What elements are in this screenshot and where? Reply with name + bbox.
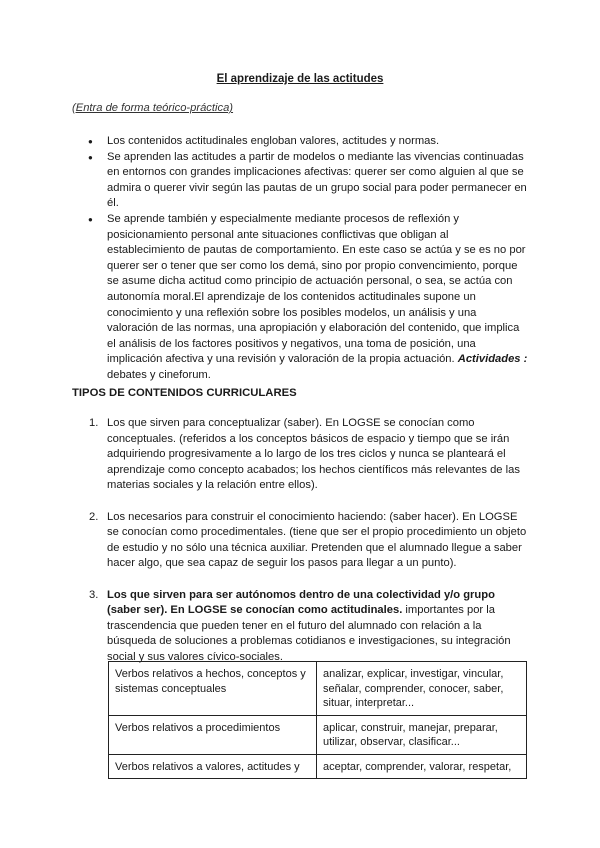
page-title: El aprendizaje de las actitudes bbox=[216, 73, 384, 85]
bullet-text: Se aprende también y especialmente mediante procesos de reflexión y posicionamiento personal ante situaciones conflictivas que obligan al establecimiento de pautas de comportamiento. En este caso se actúa y se es no por querer ser o tener que ser como los demá, sino por propio convencimiento, porque se asume dicha actitud como principio de actuación personal, o sea, se actúa con autonomía moral.El aprendizaje de los contenidos actitudinales supone un conocimiento y una reflexión sobre los posibles modelos, un análisis y una valoración de las normas, una apropiación y elaboración del contenido, que implica el análisis de los factores positivos y negativos, una toma de posición, una implicación afectiva y una revisión y valoración de la propia actuación. bbox=[107, 212, 526, 366]
item-bold-text: Los que sirven para ser autónomos dentro de una colectividad y/o grupo (saber ser). En LOGSE se conocían como actitudinales. bbox=[107, 588, 495, 617]
table-row bbox=[109, 754, 527, 779]
numbered-item bbox=[72, 510, 528, 572]
table-cell: Verbos relativos a valores, actitudes y bbox=[109, 754, 317, 779]
bullet-text: Se aprenden las actitudes a partir de modelos o mediante las vivencias continuadas en entornos con grandes implicaciones afectivas: querer ser como alguien al que se admira o querer vivir según las pautas de un grupo social para poder permanecer en él. bbox=[107, 150, 527, 210]
item-text: Los necesarios para construir el conocimiento haciendo: (saber hacer). En LOGSE se conocían como procedimentales. (tiene que ser el propio procedimiento un objeto de estudio y no sólo una técnica auxiliar. Pretenden que el alumnado llegue a saber hacer algo, que sea capaz de seguir los pasos para llegar a un punto). bbox=[107, 510, 527, 570]
numbered-item bbox=[72, 588, 528, 666]
table-cell: analizar, explicar, investigar, vincular, señalar, comprender, conocer, saber, situar, interpretar... bbox=[317, 662, 527, 716]
table-cell: aplicar, construir, manejar, preparar, utilizar, observar, clasificar... bbox=[317, 715, 527, 754]
activities-label: Actividades : bbox=[457, 353, 528, 366]
bullet-item bbox=[72, 212, 528, 384]
numbered-item bbox=[72, 416, 528, 494]
numbered-list bbox=[72, 416, 528, 681]
bullet-tail: debates y cineforum. bbox=[107, 368, 211, 381]
table-cell: Verbos relativos a hechos, conceptos y sistemas conceptuales bbox=[109, 662, 317, 716]
bullet-item bbox=[72, 150, 528, 212]
section-heading: TIPOS DE CONTENIDOS CURRICULARES bbox=[72, 387, 297, 399]
verbs-table bbox=[108, 661, 527, 779]
bullet-text: Los contenidos actitudinales engloban valores, actitudes y normas. bbox=[107, 135, 440, 147]
item-text: importantes por la trascendencia que pueden tener en el futuro del alumnado con relación a la búsqueda de soluciones a problemas cotidianos e investigaciones, su integración social y sus valores cívico-sociales. bbox=[107, 604, 511, 663]
item-text: Los que sirven para conceptualizar (saber). En LOGSE se conocían como conceptuales. (referidos a los conceptos básicos de espacio y tiempo que se irán adquiriendo progresivamente a lo largo de los tres ciclos y nunca se planteará el aprendizaje como concepto acabados; los hechos científicos más relevantes de las materias sociales y la relación entre ellos). bbox=[107, 417, 520, 492]
item-number: 1. bbox=[89, 417, 99, 429]
bullet-list bbox=[72, 134, 528, 384]
table-row bbox=[109, 715, 527, 754]
table-row bbox=[109, 662, 527, 716]
page-subtitle: (Entra de forma teórico-práctica) bbox=[72, 102, 234, 114]
bullet-item bbox=[72, 134, 528, 150]
item-number: 3. bbox=[89, 588, 99, 601]
table-cell: Verbos relativos a procedimientos bbox=[109, 715, 317, 754]
item-number: 2. bbox=[89, 510, 99, 523]
table-cell: aceptar, comprender, valorar, respetar, bbox=[317, 754, 527, 779]
